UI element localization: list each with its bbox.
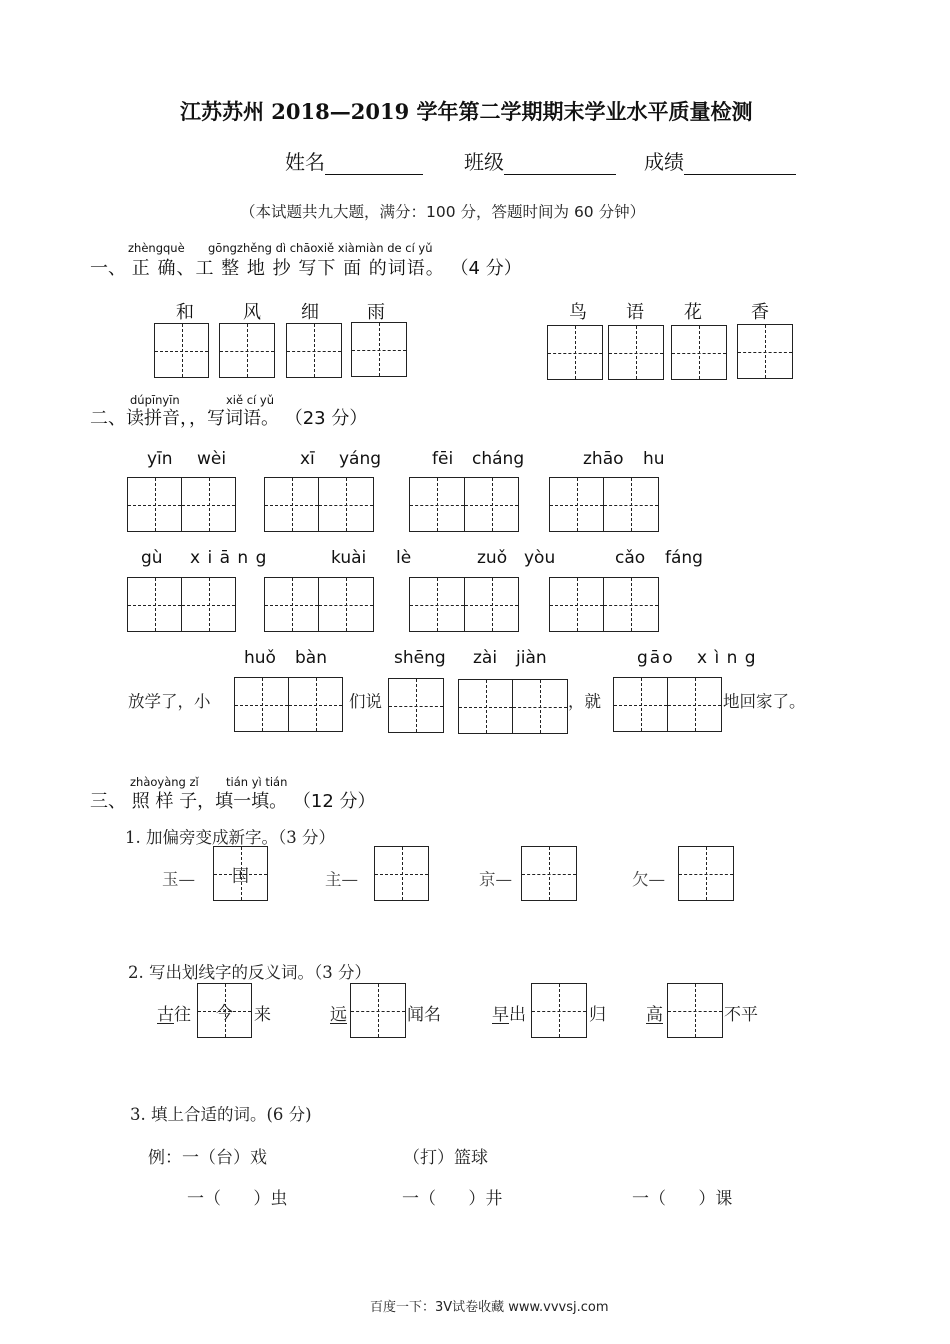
pinyin: huǒ bbox=[244, 648, 276, 668]
pinyin: hu bbox=[643, 449, 665, 469]
sentence-part: 放学了，小 bbox=[128, 692, 211, 711]
class-label: 班级 bbox=[464, 150, 504, 174]
q1-prefix: 欠— bbox=[632, 870, 665, 889]
writing-cell[interactable] bbox=[464, 477, 519, 532]
answer-cell[interactable] bbox=[213, 846, 268, 901]
sentence-part: 地回家了。 bbox=[723, 692, 806, 711]
word1-char: 风 bbox=[243, 302, 261, 323]
writing-cell[interactable] bbox=[458, 679, 513, 734]
underlined-char: 远 bbox=[330, 1005, 347, 1025]
name-label: 姓名 bbox=[285, 150, 325, 174]
score-label: 成绩 bbox=[644, 150, 684, 174]
fill-blank-item[interactable]: 一（ ）井 bbox=[402, 1189, 503, 1209]
writing-cell[interactable] bbox=[737, 324, 793, 379]
section1-number: 一、 bbox=[90, 258, 126, 279]
section3-score: （12 分） bbox=[292, 791, 376, 812]
section1-text: 正 确、工 整 地 抄 写下 面 的词语。 bbox=[131, 258, 445, 279]
q2-after: 来 bbox=[254, 1005, 271, 1025]
section3-text: 照 样 子，填一填。 bbox=[131, 791, 288, 812]
q2-after: 不平 bbox=[724, 1005, 758, 1025]
section3-number: 三、 bbox=[90, 791, 126, 812]
writing-cell[interactable] bbox=[409, 577, 465, 632]
example-1: 一（台）戏 bbox=[182, 1148, 267, 1168]
writing-cell[interactable] bbox=[181, 477, 236, 532]
word2-char: 鸟 bbox=[569, 302, 587, 323]
section1-pinyin-b: gōngzhěng dì chāoxiě xiàmiàn de cí yǔ bbox=[208, 241, 433, 255]
writing-cell[interactable] bbox=[549, 577, 604, 632]
section1-score: （4 分） bbox=[450, 258, 522, 279]
footer-text: 百度一下：3V试卷收藏 www.vvvsj.com bbox=[370, 1300, 609, 1315]
q2-title: 2. 写出划线字的反义词。（3 分） bbox=[128, 963, 371, 982]
writing-cell[interactable] bbox=[549, 477, 604, 532]
writing-cell[interactable] bbox=[127, 477, 182, 532]
sentence-part: ，就 bbox=[568, 692, 601, 711]
pinyin: shēng bbox=[394, 648, 446, 668]
pinyin: cháng bbox=[472, 449, 525, 469]
pinyin: x ì n g bbox=[697, 648, 757, 668]
pinyin: yáng bbox=[339, 449, 382, 469]
writing-cell[interactable] bbox=[388, 678, 444, 733]
q1-prefix: 玉— bbox=[162, 870, 195, 889]
pinyin: yīn bbox=[147, 449, 173, 469]
section2-number: 二、 bbox=[90, 408, 126, 429]
q1-prefix: 京— bbox=[479, 870, 512, 889]
pinyin: zhāo bbox=[583, 449, 624, 469]
writing-cell[interactable] bbox=[351, 322, 407, 377]
writing-cell[interactable] bbox=[667, 677, 722, 732]
word2-char: 语 bbox=[626, 302, 644, 323]
q1-title: 1. 加偏旁变成新字。（3 分） bbox=[125, 828, 335, 847]
section2-text: 读拼音，，写词语。 bbox=[126, 408, 279, 429]
q2-after: 归 bbox=[589, 1005, 606, 1025]
pinyin: bàn bbox=[295, 648, 327, 668]
score-blank[interactable] bbox=[684, 155, 796, 175]
writing-cell[interactable] bbox=[264, 477, 319, 532]
word1-char: 和 bbox=[176, 302, 194, 323]
writing-cell[interactable] bbox=[547, 325, 603, 380]
section2-pinyin-b: xiě cí yǔ bbox=[226, 393, 274, 407]
section3-pinyin-b: tián yì tián bbox=[226, 775, 288, 789]
writing-cell[interactable] bbox=[603, 477, 659, 532]
class-blank[interactable] bbox=[504, 155, 616, 175]
score-field[interactable] bbox=[644, 146, 796, 175]
underlined-char: 早 bbox=[492, 1005, 509, 1025]
q2-after: 闻名 bbox=[407, 1005, 441, 1025]
pinyin: wèi bbox=[197, 449, 227, 469]
word1-char: 细 bbox=[301, 302, 319, 323]
writing-cell[interactable] bbox=[409, 477, 465, 532]
pinyin: fáng bbox=[665, 548, 703, 568]
writing-cell[interactable] bbox=[608, 325, 664, 380]
name-blank[interactable] bbox=[325, 155, 423, 175]
sentence-part: 们说 bbox=[349, 692, 382, 711]
answer-cell[interactable] bbox=[678, 846, 734, 901]
writing-cell[interactable] bbox=[264, 577, 319, 632]
section2-heading bbox=[90, 404, 367, 430]
pinyin: lè bbox=[396, 548, 412, 568]
q1-prefix: 主— bbox=[325, 870, 358, 889]
section3-pinyin-a: zhàoyàng zǐ bbox=[130, 775, 199, 789]
q2-item bbox=[646, 1000, 663, 1025]
writing-cell[interactable] bbox=[127, 577, 182, 632]
example-label: 例： bbox=[148, 1148, 182, 1168]
pinyin: xī bbox=[300, 449, 315, 469]
section1-pinyin-a: zhèngquè bbox=[128, 241, 185, 255]
pinyin: x i ā n g bbox=[190, 548, 268, 568]
section3-heading bbox=[90, 787, 376, 813]
section2-score: （23 分） bbox=[284, 408, 368, 429]
q3-title: 3. 填上合适的词。(6 分) bbox=[130, 1105, 312, 1124]
name-field[interactable] bbox=[285, 146, 423, 175]
pinyin: yòu bbox=[524, 548, 556, 568]
fill-blank-item[interactable]: 一（ ）课 bbox=[632, 1189, 733, 1209]
writing-cell[interactable] bbox=[181, 577, 236, 632]
q2-item: 早出 bbox=[492, 1005, 526, 1025]
section2-pinyin-a: dúpīnyīn bbox=[130, 393, 180, 407]
q3-example bbox=[148, 1143, 267, 1168]
writing-cell[interactable] bbox=[318, 577, 374, 632]
pinyin: jiàn bbox=[516, 648, 547, 668]
example-answer: 今 bbox=[216, 1003, 233, 1023]
word1-char: 雨 bbox=[367, 302, 385, 323]
class-field[interactable] bbox=[464, 146, 616, 175]
pinyin: zuǒ bbox=[477, 548, 508, 568]
writing-cell[interactable] bbox=[603, 577, 659, 632]
underlined-char: 高 bbox=[646, 1005, 663, 1025]
fill-blank-item[interactable]: 一（ ）虫 bbox=[187, 1189, 288, 1209]
answer-cell[interactable] bbox=[667, 983, 723, 1038]
writing-cell[interactable] bbox=[234, 677, 289, 732]
pinyin: gù bbox=[141, 548, 163, 568]
pinyin: gāo bbox=[637, 648, 675, 668]
word2-char: 花 bbox=[684, 302, 702, 323]
writing-cell[interactable] bbox=[154, 323, 209, 378]
example-2: （打）篮球 bbox=[403, 1148, 488, 1168]
writing-cell[interactable] bbox=[613, 677, 668, 732]
pinyin: kuài bbox=[331, 548, 367, 568]
writing-cell[interactable] bbox=[219, 323, 275, 378]
answer-cell[interactable] bbox=[350, 983, 406, 1038]
pinyin: cǎo bbox=[615, 548, 646, 568]
pinyin: zài bbox=[473, 648, 498, 668]
answer-cell[interactable] bbox=[374, 846, 429, 901]
word2-char: 香 bbox=[751, 302, 769, 323]
answer-cell[interactable] bbox=[521, 846, 577, 901]
writing-cell[interactable] bbox=[671, 325, 727, 380]
example-answer: 国 bbox=[232, 866, 249, 886]
writing-cell[interactable] bbox=[318, 477, 374, 532]
writing-cell[interactable] bbox=[512, 679, 568, 734]
exam-note: （本试题共九大题，满分：100 分，答题时间为 60 分钟） bbox=[240, 203, 646, 221]
writing-cell[interactable] bbox=[286, 323, 342, 378]
pinyin: fēi bbox=[432, 449, 454, 469]
page-title: 江苏苏州 2018—2019 学年第二学期期末学业水平质量检测 bbox=[180, 99, 753, 124]
writing-cell[interactable] bbox=[288, 677, 343, 732]
answer-cell[interactable] bbox=[197, 983, 252, 1038]
writing-cell[interactable] bbox=[464, 577, 519, 632]
section1-heading bbox=[90, 254, 522, 280]
answer-cell[interactable] bbox=[531, 983, 587, 1038]
q2-item bbox=[330, 1000, 347, 1025]
q2-item: 古往 bbox=[157, 1005, 191, 1025]
underlined-char: 古 bbox=[157, 1005, 174, 1025]
